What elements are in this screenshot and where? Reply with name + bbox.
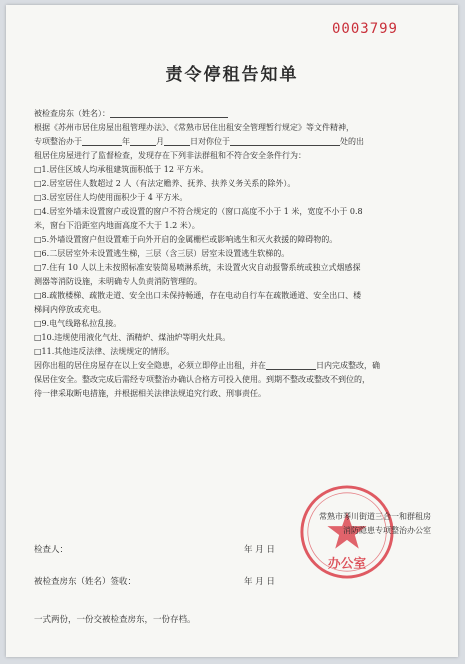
office-line-2: 消防隐患专项整治办公室 (343, 526, 431, 535)
inspector-label: 检查人： (34, 545, 69, 555)
seal-text: 办公室 (327, 556, 367, 572)
document-title: 责令停租告知单 (165, 65, 299, 85)
issuing-office (271, 510, 431, 538)
office-line-1: 常熟市琴川街道三合一和群租房 (319, 512, 431, 521)
day-blank (164, 135, 190, 146)
item-8: □8.疏散楼梯、疏散走道、安全出口未保持畅通，存在电动自行车在疏散通道、安全出口、楼 (34, 291, 362, 300)
landlord-sign-label: 被检查房东（姓名）签收： (34, 577, 137, 587)
intro-line-1: 根据《苏州市居住房屋出租管理办法》、《常熟市居住出租安全管理暂行规定》等文件精神， (34, 123, 354, 132)
item-7-cont: 测器等消防设施，未明确专人负责消防管理的。 (34, 277, 202, 286)
order-line-2: 保居住安全。整改完成后需经专项整治办确认合格方可投入使用。到期不整改或整改不到位的， (34, 375, 370, 384)
item-10: □10.违规使用液化气灶、酒精炉、煤油炉等明火灶具。 (34, 333, 231, 342)
item-8-cont: 梯间内停放或充电。 (34, 305, 106, 314)
inspected-landlord-row (34, 107, 440, 121)
intro-2-a: 专项整治办于 (34, 137, 82, 146)
item-4: □4.居室外墙未设置窗户或设置的窗户不符合规定的（窗口高度不小于 1 米，宽度不小于 0.8 (34, 207, 363, 216)
notice-body (34, 107, 440, 401)
item-1: □1.居住区域人均承租建筑面积低于 12 平方米。 (34, 165, 209, 174)
landlord-name-blank (110, 107, 228, 118)
intro-2-e: 处的出 (340, 137, 364, 146)
order-1-b: 日内完成整改，确 (316, 361, 380, 370)
month-blank (130, 135, 156, 146)
year-blank (82, 135, 122, 146)
item-4-cont: 米，窗台下沿距室内地面高度不大于 1.2 米）。 (34, 221, 200, 230)
intro-2-d: 日对你位于 (190, 137, 230, 146)
intro-2-b: 年 (122, 137, 130, 146)
inspector-date: 年 月 日 (244, 545, 275, 555)
order-line-3: 待一律采取断电措施，并根据相关法律法规追究行政、刑事责任。 (34, 389, 266, 398)
intro-line-3: 租居住房屋进行了监督检查，发现存在下列非法群租和不符合安全条件行为： (34, 151, 306, 160)
item-5: □5.外墙设置窗户但设置难于向外开启的金属栅栏或影响逃生和灭火救援的障碍物的。 (34, 235, 338, 244)
intro-line-2 (34, 135, 440, 149)
item-7: □7.住有 10 人以上未按照标准安装简易喷淋系统，未设置火灾自动报警系统或独立式烟感探 (34, 263, 361, 272)
item-3: □3.居室居住人均使用面积少于 4 平方米。 (34, 193, 188, 202)
item-9: □9.电气线路私拉乱接。 (34, 319, 122, 328)
order-1-a: 因你出租的居住房屋存在以上安全隐患，必须立即停止出租，并在 (34, 361, 266, 370)
order-line-1 (34, 359, 440, 373)
notice-sheet (6, 5, 458, 657)
item-11: □11.其他违反法律、法规规定的情形。 (34, 347, 175, 356)
landlord-sign-date: 年 月 日 (244, 577, 275, 587)
item-6: □6.二层居室外未设置逃生梯，三层（含三层）居室未设置逃生软梯的。 (34, 249, 290, 258)
serial-number: 0003799 (331, 21, 398, 37)
days-blank (266, 359, 316, 370)
intro-2-c: 月 (156, 137, 164, 146)
address-blank (230, 135, 340, 146)
footer-note: 一式两份，一份交被检查房东，一份存档。 (34, 615, 196, 625)
item-2: □2.居室居住人数超过 2 人（有法定赡养、抚养、扶养义务关系的除外）。 (34, 179, 296, 188)
inspected-landlord-label: 被检查房东（姓名）： (34, 109, 110, 118)
